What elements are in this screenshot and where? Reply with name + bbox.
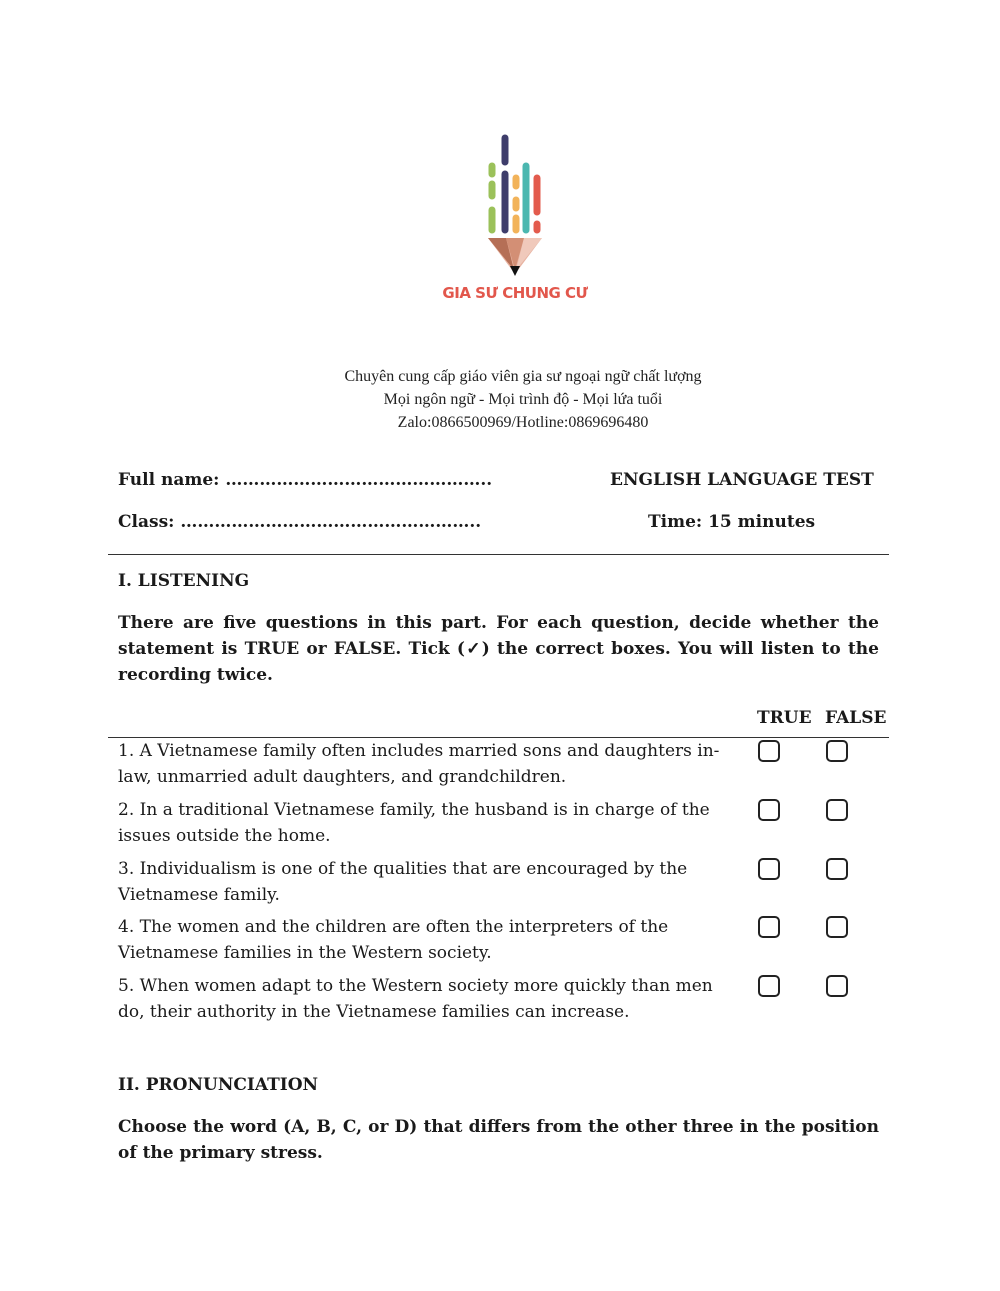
full-name-field[interactable]: Full name: ……………………………………….. <box>118 470 493 490</box>
pronunciation-instructions: Choose the word (A, B, C, or D) that differs from the other three in the position of the primary stress. <box>118 1117 879 1163</box>
listening-instructions: There are five questions in this part. For each question, decide whether the statement is TRUE or FALSE. Tick (✓) the correct boxes. You will listen to the recording twice. <box>118 613 879 685</box>
class-field[interactable]: Class: …………………………………………….. <box>118 512 482 532</box>
brand-logo <box>480 130 550 280</box>
q2-false-checkbox[interactable] <box>826 799 848 821</box>
false-column-header: FALSE <box>825 708 887 728</box>
true-column-header: TRUE <box>757 708 812 728</box>
q1-false-checkbox[interactable] <box>826 740 848 762</box>
question-3: 3. Individualism is one of the qualities that are encouraged by the Vietnamese family. <box>118 859 688 905</box>
q4-false-checkbox[interactable] <box>826 916 848 938</box>
q4-true-checkbox[interactable] <box>758 916 780 938</box>
brand-name: GIA SƯ CHUNG CƯ <box>442 284 588 302</box>
q5-true-checkbox[interactable] <box>758 975 780 997</box>
question-4: 4. The women and the children are often the interpreters of the Vietnamese families in the Western society. <box>118 917 669 963</box>
test-title: ENGLISH LANGUAGE TEST <box>610 470 874 490</box>
q5-false-checkbox[interactable] <box>826 975 848 997</box>
q2-true-checkbox[interactable] <box>758 799 780 821</box>
tagline-line-2: Mọi ngôn ngữ - Mọi trình độ - Mọi lứa tuổi <box>383 391 663 408</box>
question-2: 2. In a traditional Vietnamese family, the husband is in charge of the issues outside the home. <box>118 800 710 846</box>
question-5: 5. When women adapt to the Western society more quickly than men do, their authority in the Vietnamese families can increase. <box>118 976 713 1022</box>
time-label: Time: 15 minutes <box>648 512 816 532</box>
tagline-line-1: Chuyên cung cấp giáo viên gia sư ngoại ngữ chất lượng <box>344 368 702 385</box>
tagline-line-3: Zalo:0866500969/Hotline:0869696480 <box>397 414 649 431</box>
q1-true-checkbox[interactable] <box>758 740 780 762</box>
q3-true-checkbox[interactable] <box>758 858 780 880</box>
question-1: 1. A Vietnamese family often includes married sons and daughters in-law, unmarried adult daughters, and grandchildren. <box>118 741 720 787</box>
pronunciation-title: II. PRONUNCIATION <box>118 1075 319 1095</box>
header-divider <box>108 554 889 555</box>
tagline <box>0 365 1000 434</box>
q3-false-checkbox[interactable] <box>826 858 848 880</box>
listening-title: I. LISTENING <box>118 571 250 591</box>
